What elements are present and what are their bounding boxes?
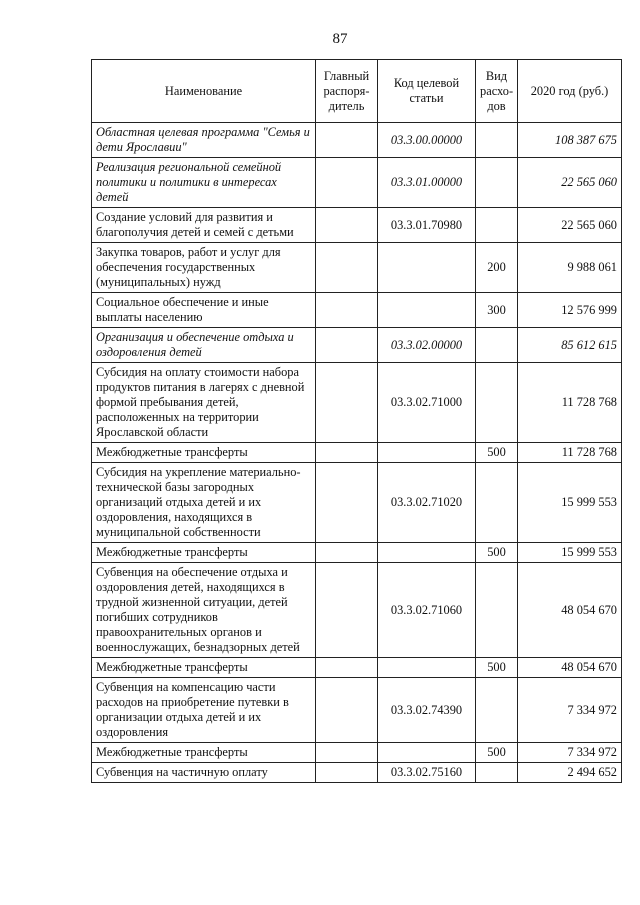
header-type: Вид расхо-дов: [476, 60, 518, 123]
table-row: [92, 563, 622, 658]
cell-code: 03.3.02.71060: [378, 563, 476, 658]
cell-admin: [316, 678, 378, 743]
table-row: [92, 763, 622, 783]
cell-name: Социальное обеспечение и иные выплаты населению: [92, 293, 316, 328]
cell-admin: [316, 463, 378, 543]
cell-amount: 7 334 972: [518, 743, 622, 763]
cell-type: 500: [476, 543, 518, 563]
cell-type: [476, 363, 518, 443]
cell-amount: 15 999 553: [518, 543, 622, 563]
cell-type: [476, 208, 518, 243]
cell-code: 03.3.02.74390: [378, 678, 476, 743]
cell-code: [378, 743, 476, 763]
cell-name: Субвенция на обеспечение отдыха и оздоровления детей, находящихся в трудной жизненной ситуации, детей погибших сотрудников правоохранительных органов и военнослужащих, безнадзорных детей: [92, 563, 316, 658]
cell-amount: 12 576 999: [518, 293, 622, 328]
cell-type: [476, 463, 518, 543]
cell-admin: [316, 563, 378, 658]
table-row: [92, 243, 622, 293]
cell-name: Межбюджетные трансферты: [92, 658, 316, 678]
cell-type: [476, 328, 518, 363]
cell-type: [476, 678, 518, 743]
table-row: [92, 463, 622, 543]
cell-name: Субсидия на оплату стоимости набора продуктов питания в лагерях с дневной формой пребывания детей, расположенных на территории Ярославской области: [92, 363, 316, 443]
cell-name: Межбюджетные трансферты: [92, 543, 316, 563]
cell-amount: 48 054 670: [518, 563, 622, 658]
cell-code: 03.3.02.71020: [378, 463, 476, 543]
cell-admin: [316, 208, 378, 243]
cell-amount: 22 565 060: [518, 208, 622, 243]
cell-admin: [316, 123, 378, 158]
cell-code: 03.3.02.71000: [378, 363, 476, 443]
cell-type: 500: [476, 658, 518, 678]
cell-amount: 22 565 060: [518, 158, 622, 208]
cell-amount: 48 054 670: [518, 658, 622, 678]
cell-amount: 11 728 768: [518, 363, 622, 443]
table-row: [92, 658, 622, 678]
budget-table: [91, 59, 622, 783]
cell-name: Создание условий для развития и благополучия детей и семей с детьми: [92, 208, 316, 243]
cell-name: Межбюджетные трансферты: [92, 743, 316, 763]
cell-admin: [316, 658, 378, 678]
cell-admin: [316, 763, 378, 783]
cell-code: 03.3.01.70980: [378, 208, 476, 243]
cell-code: 03.3.01.00000: [378, 158, 476, 208]
cell-admin: [316, 293, 378, 328]
cell-name: Субвенция на частичную оплату: [92, 763, 316, 783]
table-row: [92, 363, 622, 443]
cell-name: Реализация региональной семейной политики и политики в интересах детей: [92, 158, 316, 208]
table-row: [92, 123, 622, 158]
cell-name: Областная целевая программа "Семья и дети Ярославии": [92, 123, 316, 158]
cell-type: 200: [476, 243, 518, 293]
cell-type: [476, 563, 518, 658]
table-row: [92, 543, 622, 563]
cell-type: [476, 763, 518, 783]
header-code: Код целевой статьи: [378, 60, 476, 123]
cell-amount: 2 494 652: [518, 763, 622, 783]
cell-code: [378, 443, 476, 463]
cell-admin: [316, 363, 378, 443]
cell-code: 03.3.00.00000: [378, 123, 476, 158]
cell-code: [378, 543, 476, 563]
cell-amount: 15 999 553: [518, 463, 622, 543]
cell-admin: [316, 328, 378, 363]
cell-name: Субсидия на укрепление материально-технической базы загородных организаций отдыха детей и их оздоровления, находящихся в муниципальной собственности: [92, 463, 316, 543]
cell-amount: 11 728 768: [518, 443, 622, 463]
header-name: Наименование: [92, 60, 316, 123]
cell-admin: [316, 743, 378, 763]
header-admin: Главный распоря-дитель: [316, 60, 378, 123]
cell-admin: [316, 243, 378, 293]
cell-code: 03.3.02.00000: [378, 328, 476, 363]
cell-name: Субвенция на компенсацию части расходов на приобретение путевки в организации отдыха детей и их оздоровления: [92, 678, 316, 743]
cell-type: 300: [476, 293, 518, 328]
cell-type: 500: [476, 443, 518, 463]
table-row: [92, 158, 622, 208]
cell-amount: 7 334 972: [518, 678, 622, 743]
page-number: 87: [332, 31, 348, 47]
cell-name: Организация и обеспечение отдыха и оздоровления детей: [92, 328, 316, 363]
cell-code: [378, 658, 476, 678]
cell-type: [476, 158, 518, 208]
table-row: [92, 678, 622, 743]
cell-code: [378, 243, 476, 293]
cell-name: Межбюджетные трансферты: [92, 443, 316, 463]
cell-code: 03.3.02.75160: [378, 763, 476, 783]
cell-type: [476, 123, 518, 158]
cell-amount: 85 612 615: [518, 328, 622, 363]
cell-code: [378, 293, 476, 328]
header-amount: 2020 год (руб.): [518, 60, 622, 123]
cell-amount: 108 387 675: [518, 123, 622, 158]
cell-amount: 9 988 061: [518, 243, 622, 293]
cell-type: 500: [476, 743, 518, 763]
cell-admin: [316, 543, 378, 563]
table-row: [92, 443, 622, 463]
cell-admin: [316, 158, 378, 208]
cell-admin: [316, 443, 378, 463]
table-row: [92, 328, 622, 363]
table-row: [92, 743, 622, 763]
cell-name: Закупка товаров, работ и услуг для обеспечения государственных (муниципальных) нужд: [92, 243, 316, 293]
table-row: [92, 293, 622, 328]
table-row: [92, 208, 622, 243]
header-row: [92, 60, 622, 123]
